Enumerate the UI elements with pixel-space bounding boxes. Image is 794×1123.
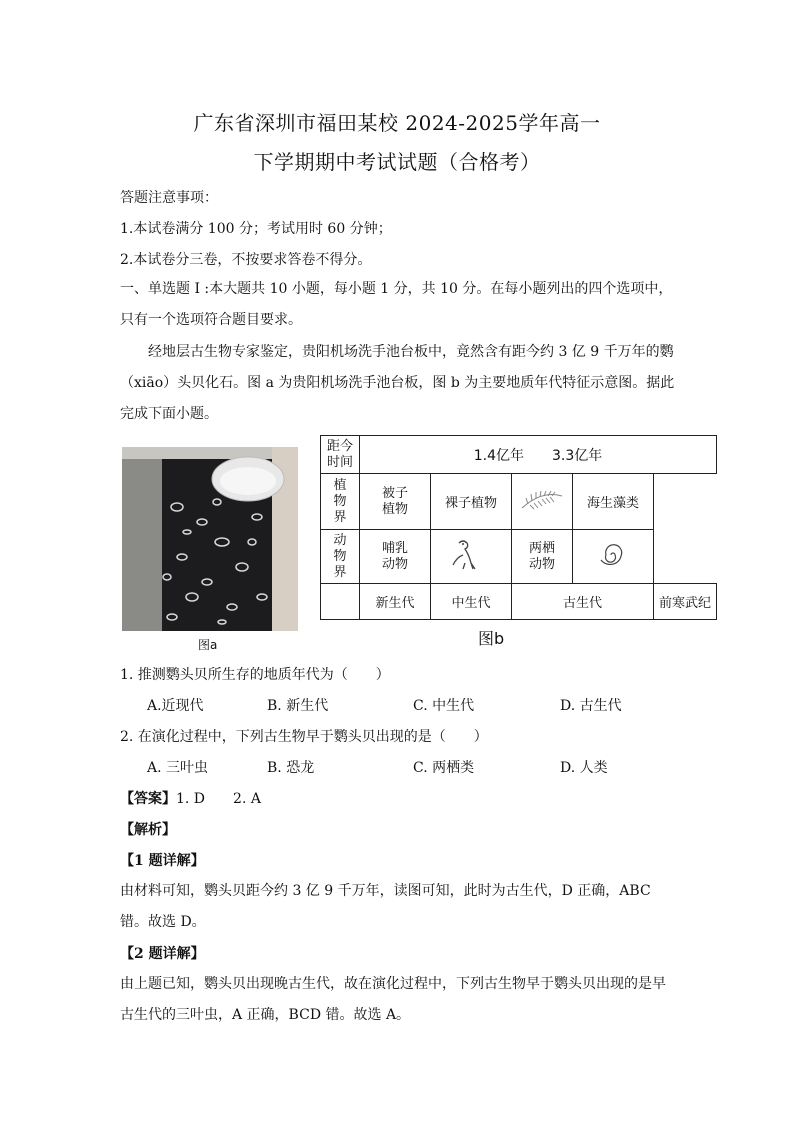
mammal-label: 哺乳 动物 — [360, 530, 431, 584]
washbasin-photo — [122, 447, 298, 631]
era-mesozoic: 中生代 — [431, 584, 512, 620]
notes-heading: 答题注意事项： — [120, 190, 218, 206]
q1-option-d[interactable]: D. 古生代 — [560, 698, 622, 714]
analysis-label: 【解析】 — [120, 822, 176, 838]
section-intro: 一、单选题 I :本大题共 10 小题，每小题 1 分，共 10 分。在每小题列出的四个选项中，只有一个选项符合题目要求。 — [120, 281, 673, 328]
q1-stem: 1. 推测鹦头贝所生存的地质年代为（ ） — [120, 667, 390, 683]
era-precambrian: 前寒武纪 — [654, 584, 717, 620]
era-blank-cell — [321, 584, 360, 620]
title-line-1: 广东省深圳市福田某校 2024-2025学年高一 — [193, 111, 601, 135]
plant-kingdom-label: 植 物 界 — [321, 474, 360, 530]
q1-detail: 由材料可知，鹦头贝距今约 3 亿 9 千万年，读图可知，此时为古生代，D 正确，ABC 错。故选 D。 — [120, 883, 651, 930]
q2-option-b[interactable]: B. 恐龙 — [267, 760, 315, 776]
q1-detail-label: 【1 题详解】 — [120, 853, 205, 869]
answer-row — [120, 788, 261, 808]
figure-b-caption: 图b — [478, 629, 505, 648]
animal-kingdom-label: 动 物 界 — [321, 530, 360, 584]
q2-option-a[interactable]: A. 三叶虫 — [147, 760, 209, 776]
q1-option-c[interactable]: C. 中生代 — [413, 698, 475, 714]
q2-option-c[interactable]: C. 两栖类 — [413, 760, 475, 776]
era-paleozoic: 古生代 — [512, 584, 654, 620]
note-2: 2.本试卷分三卷，不按要求答卷不得分。 — [120, 252, 372, 268]
era-cenozoic: 新生代 — [360, 584, 431, 620]
note-1: 1.本试卷满分 100 分；考试用时 60 分钟； — [120, 221, 392, 237]
fern-icon — [512, 474, 573, 530]
q1-option-a[interactable]: A.近现代 — [147, 698, 204, 714]
angiosperm-label: 被子 植物 — [360, 474, 431, 530]
gymnosperm-label: 裸子植物 — [431, 474, 512, 530]
answer-text: 1. D 2. A — [176, 791, 261, 807]
title-line-2: 下学期期中考试试题（合格考） — [253, 150, 541, 174]
time-label: 距今 时间 — [321, 436, 360, 474]
answer-label: 【答案】 — [120, 791, 176, 807]
q1-option-b[interactable]: B. 新生代 — [267, 698, 329, 714]
q2-option-d[interactable]: D. 人类 — [560, 760, 608, 776]
q2-detail-label: 【2 题详解】 — [120, 946, 205, 962]
ammonite-icon — [573, 530, 654, 584]
geologic-time-chart — [320, 435, 717, 620]
algae-label: 海生藻类 — [573, 474, 654, 530]
figure-a-caption: 图a — [198, 638, 218, 652]
time-values: 1.4亿年 3.3亿年 — [360, 436, 717, 474]
dinosaur-icon — [431, 530, 512, 584]
q2-detail: 由上题已知，鹦头贝出现晚古生代，故在演化过程中，下列古生物早于鹦头贝出现的是早古生代的三叶虫，A 正确，BCD 错。故选 A。 — [120, 976, 666, 1023]
q2-stem: 2. 在演化过程中，下列古生物早于鹦头贝出现的是（ ） — [120, 729, 488, 745]
passage: 经地层古生物专家鉴定，贵阳机场洗手池台板中，竟然含有距今约 3 亿 9 千万年的鹦（xiāo）头贝化石。图 a 为贵阳机场洗手池台板，图 b 为主要地质年代特征示意图。据此完成下面小题。 — [120, 344, 675, 422]
amphibian-label: 两栖 动物 — [512, 530, 573, 584]
